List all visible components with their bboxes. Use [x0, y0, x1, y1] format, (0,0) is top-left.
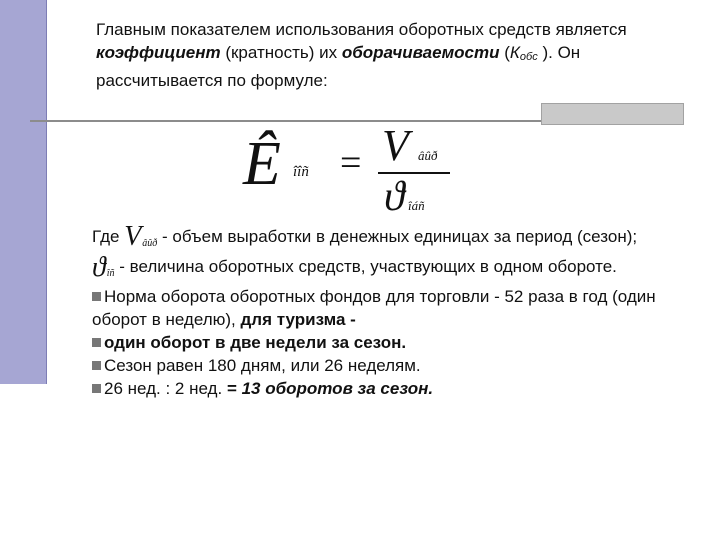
formula-numerator: V: [382, 121, 409, 170]
bullet-1-text: Норма оборота оборотных фондов для торговли - 52 раза в год (один оборот в неделю),: [92, 287, 656, 329]
bullet-square-icon: [92, 384, 101, 393]
bullet-square-icon: [92, 361, 101, 370]
formula-numerator-subscript: âûð: [418, 148, 438, 163]
where-label: Где: [92, 227, 120, 246]
decorative-corner-box: [541, 103, 684, 125]
intro-text-3: (: [499, 43, 510, 62]
bullet-item: [92, 354, 682, 377]
bullet-4-bold: =: [226, 379, 242, 398]
formula-lhs: Ê: [243, 130, 281, 198]
formula-denominator-subscript: îáñ: [408, 198, 425, 213]
theta-symbol: ϑ: [92, 252, 106, 283]
intro-text-2: (кратность) их: [220, 43, 342, 62]
bullet-square-icon: [92, 338, 101, 347]
bullet-item: [92, 377, 682, 400]
v-symbol: V: [124, 221, 142, 252]
intro-text-4: ). Он рассчитывается по формуле:: [96, 43, 581, 90]
term-coefficient: коэффициент: [96, 43, 221, 62]
turnover-formula: [238, 120, 468, 225]
explanation-block: [92, 221, 682, 400]
bullet-3-text: Сезон равен 180 дням, или 26 неделям.: [104, 356, 421, 375]
v-subscript: âûð: [142, 238, 158, 249]
intro-paragraph: [96, 18, 656, 92]
bullet-1-bold: для туризма -: [240, 310, 356, 329]
bullet-4-bold-italic: 13 оборотов за сезон.: [241, 379, 434, 398]
intro-text-1: Главным показателем использования оборотных средств является: [96, 20, 627, 39]
formula-denominator: ϑ: [384, 174, 405, 220]
bullet-item: [92, 285, 682, 331]
term-turnover: оборачиваемости: [341, 43, 500, 62]
bullet-square-icon: [92, 292, 101, 301]
bullet-item: [92, 331, 682, 354]
formula-lhs-subscript: îîñ: [293, 164, 309, 180]
bullet-4-text: 26 нед. : 2 нед.: [104, 379, 227, 398]
v-description: - объем выработки в денежных единицах за период (сезон);: [157, 227, 638, 246]
k-symbol: К: [509, 43, 520, 62]
formula-equals: =: [340, 142, 362, 184]
where-v-line: [92, 221, 682, 255]
theta-description: - величина оборотных средств, участвующих в одном обороте.: [114, 257, 617, 276]
theta-line: [92, 252, 682, 285]
bullet-2-bold: один оборот в две недели за сезон.: [104, 333, 407, 352]
theta-subscript: îñ: [106, 268, 115, 279]
decorative-side-bar: [0, 0, 47, 384]
k-subscript: обс: [519, 51, 538, 63]
